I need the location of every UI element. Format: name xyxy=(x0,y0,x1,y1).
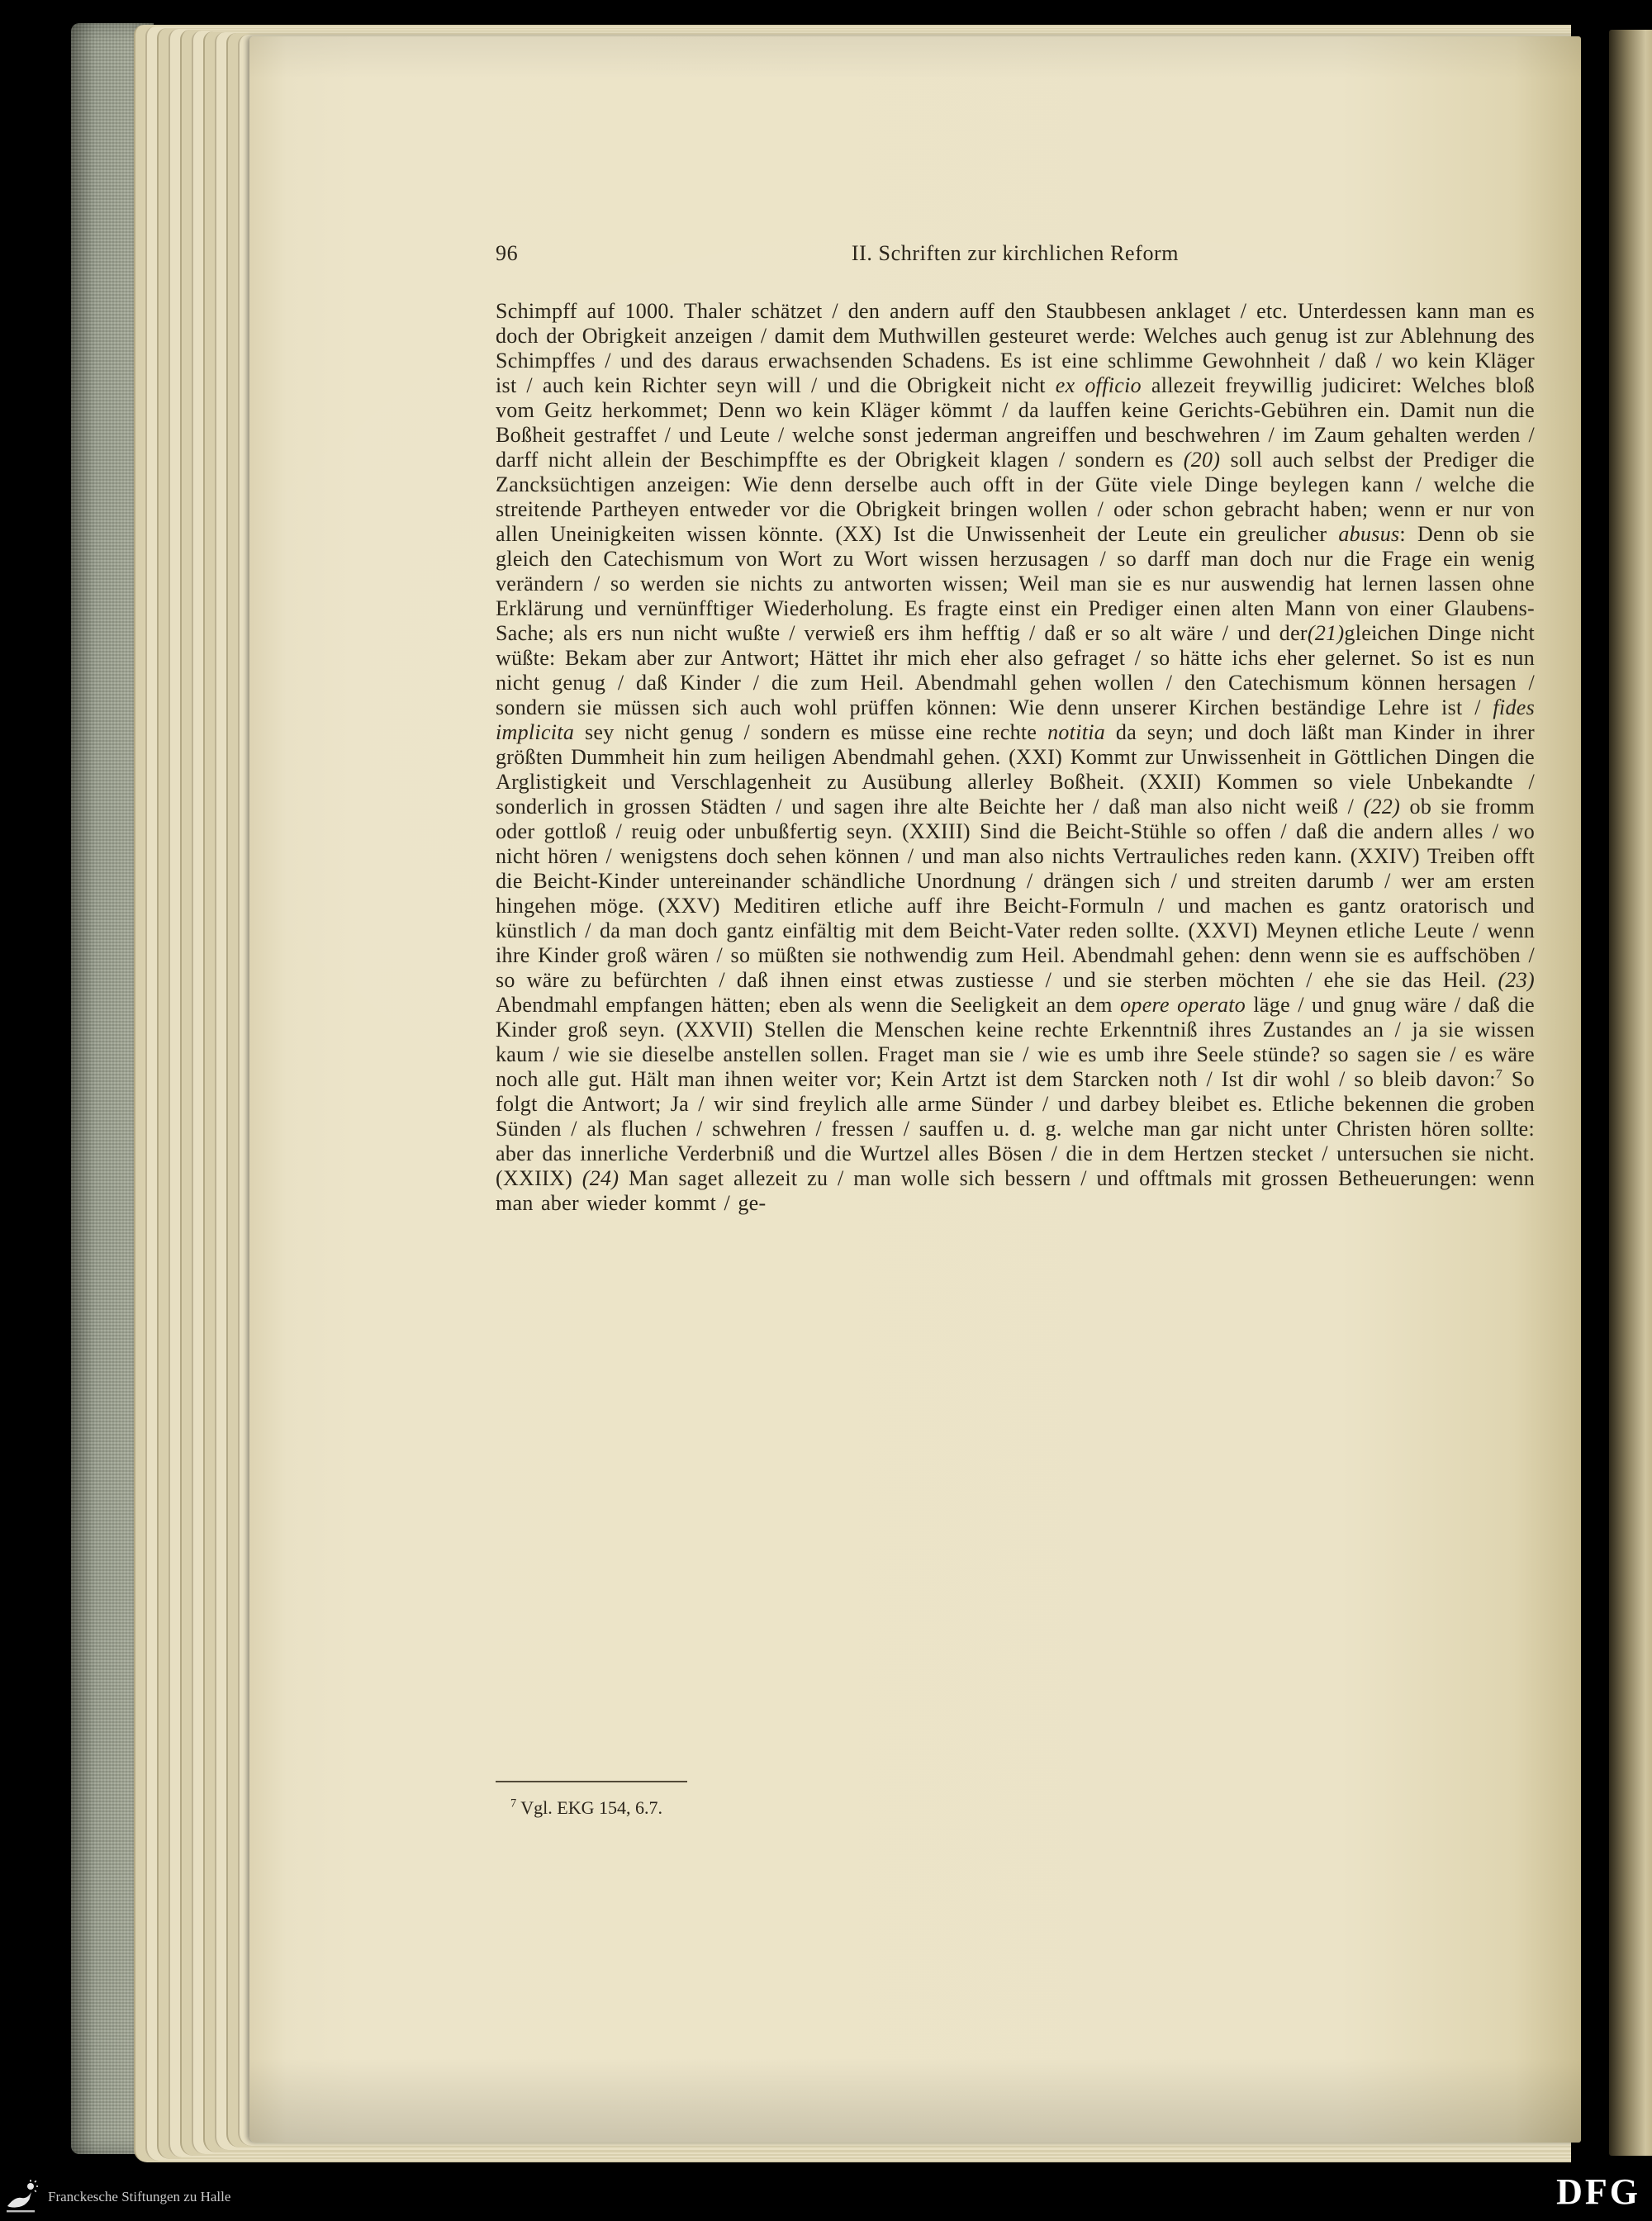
text-segment: (21) xyxy=(1307,621,1345,645)
text-segment: : Denn ob sie gleich den Catechismum von Wort zu Wort wissen herzusagen / so darff man doch nur die Frage ein wenig verändern / so werden sie nichts zu antworten wissen; Weil man sie es nur auswendig hat lernen lassen ohne Erklärung und vernünfftiger Wiederholung. Es fragte einst ein Prediger einen alten Mann von einer Glaubens-Sache; als ers nun nicht wußte / verwieß ers ihm hefftig / daß er so alt wäre / und der xyxy=(496,522,1535,645)
footnote xyxy=(510,1797,1535,1819)
text-segment: So folgt die Antwort; Ja / wir sind freylich alle arme Sünder / und darbey bleibet es. Etliche bekennen die groben Sünden / als fluchen / schwehren / fressen / sauffen u. d. g. welche man gar nicht unter Christen hören sollte: aber das innerliche Verderbniß und die Wurtzel alles Bösen / die in dem Hertzen stecket / untersuchen sie nicht. (XXIIX) xyxy=(496,1067,1535,1190)
text-segment: ex officio xyxy=(1055,373,1142,397)
footnote-text: Vgl. EKG 154, 6.7. xyxy=(516,1797,662,1818)
footer-left-label: Franckesche Stiftungen zu Halle xyxy=(48,2189,231,2204)
text-segment: notitia xyxy=(1047,720,1106,744)
footnote-separator-rule xyxy=(496,1781,687,1782)
text-segment: ob sie fromm oder gottloß / reuig oder unbußfertig seyn. (XXIII) Sind die Beicht-Stühle so offen / daß die andern alles / wo nicht hören / wenigstens doch sehen können / und man also nichts Vertrauliches reden kann. (XXIV) Treiben offt die Beicht-Kinder untereinander schändliche Unordnung / drängen sich / und streiten darumb / wer am ersten hingehen möge. (XXV) Meditiren etliche auff ihre Beicht-Formuln / und machen es gantz oratorisch und künstlich / da man doch gantz einfältig mit dem Beicht-Vater reden sollte. (XXVI) Meynen etliche Leute / wenn ihre Kinder groß wären / so müßten sie nothwendig zum Heil. Abendmahl gehen: denn wenn sie es auffschöben / so wäre zu befürchten / daß ihnen einst etwas zustiesse / und sie sterben möchten / ehe sie das Heil. xyxy=(496,795,1536,992)
facing-page-sliver xyxy=(1609,30,1652,2156)
body-paragraph xyxy=(496,299,1535,1216)
franckesche-stiftungen-logo-icon xyxy=(5,2180,38,2214)
text-segment: allezeit freywillig judiciret: Welches bloß vom Geitz herkommet; Denn wo kein Kläger kömmt / da lauffen keine Gerichts-Gebühren ein. Damit nun die Boßheit gestraffet / und Leute / welche sonst jederman angreiffen und beschwehren / im Zaum gehalten werden / darff nicht allein der Beschimpffte es der Obrigkeit klagen / sondern es xyxy=(496,373,1536,472)
text-segment: (20) xyxy=(1183,448,1221,472)
running-head xyxy=(496,241,1535,266)
text-segment: (24) xyxy=(582,1166,620,1190)
text-segment: opere operato xyxy=(1120,993,1246,1017)
text-segment: fides implicita xyxy=(496,695,1535,744)
text-segment: Man saget allezeit zu / man wolle sich bessern / und offtmals mit grossen Betheuerungen: wenn man aber wieder kommt / ge- xyxy=(496,1166,1535,1215)
dfg-logo: DFG xyxy=(1556,2171,1640,2212)
footnote-marker: 7 xyxy=(510,1796,517,1810)
page-number: 96 xyxy=(496,241,519,265)
text-segment: 7 xyxy=(1495,1067,1503,1082)
text-segment: (23) xyxy=(1498,968,1535,992)
text-segment: gleichen Dinge nicht wüßte: Bekam aber zur Antwort; Hättet ihr mich eher also gefraget / so hätte ichs eher gelernet. So ist es nun nicht genug / daß Kinder / die zum Heil. Abendmahl gehen wollen / den Catechismum können hersagen / sondern sie müssen sich auch wohl prüffen können: Wie denn unserer Kirchen beständige Lehre ist / xyxy=(496,621,1535,719)
text-segment: soll auch selbst der Prediger die Zancksüchtigen anzeigen: Wie denn derselbe auch offt in der Güte viele Dinge beylegen kann / welche die streitende Partheyen entweder vor die Obrigkeit bringen wollen / oder schon gebracht haben; wenn er nur von allen Uneinigkeiten wissen könnte. (XX) Ist die Unwissenheit der Leute ein greulicher xyxy=(496,448,1535,546)
text-segment: da seyn; und doch läßt man Kinder in ihrer größten Dummheit hin zum heiligen Abendmahl gehen. (XXI) Kommt zur Unwissenheit in Göttlichen Dingen die Arglistigkeit und Verschlagenheit zu Ausübung allerley Boßheit. (XXII) Kommen so viele Unbekandte / sonderlich in grossen Städten / und sagen ihre alte Beichte her / daß man also nicht weiß / xyxy=(496,720,1535,819)
text-segment: läge / und gnug wäre / daß die Kinder groß seyn. (XXVII) Stellen die Menschen keine rechte Erkenntniß ihres Zustandes an / ja sie wissen kaum / wie sie dieselbe anstellen sollen. Fraget man sie / wie es umb ihre Seele stünde? so sagen sie / es wäre noch alle gut. Hält man ihnen weiter vor; Kein Artzt ist dem Starcken noth / Ist dir wohl / so bleib davon: xyxy=(496,993,1536,1091)
text-segment: Abendmahl empfangen hätten; eben als wenn die Seeligkeit an dem xyxy=(496,993,1121,1017)
text-segment: (22) xyxy=(1363,795,1401,819)
scanned-book-page xyxy=(249,36,1581,2143)
franckesche-stiftungen-branding xyxy=(5,2180,230,2214)
running-title: II. Schriften zur kirchlichen Reform xyxy=(851,241,1180,265)
text-segment: sey nicht genug / sondern es müsse eine rechte xyxy=(574,720,1048,744)
text-segment: Schimpff auf 1000. Thaler schätzet / den andern auff den Staubbesen anklaget / etc. Unterdessen kann man es doch der Obrigkeit anzeigen / damit dem Muthwillen gesteuret werde: Welches auch genug ist zur Ablehnung des Schimpffes / und des daraus erwachsenden Schadens. Es ist eine schlimme Gewohnheit / daß / wo kein Kläger ist / auch kein Richter seyn will / und die Obrigkeit nicht xyxy=(496,299,1535,397)
text-segment: abusus xyxy=(1338,522,1400,546)
